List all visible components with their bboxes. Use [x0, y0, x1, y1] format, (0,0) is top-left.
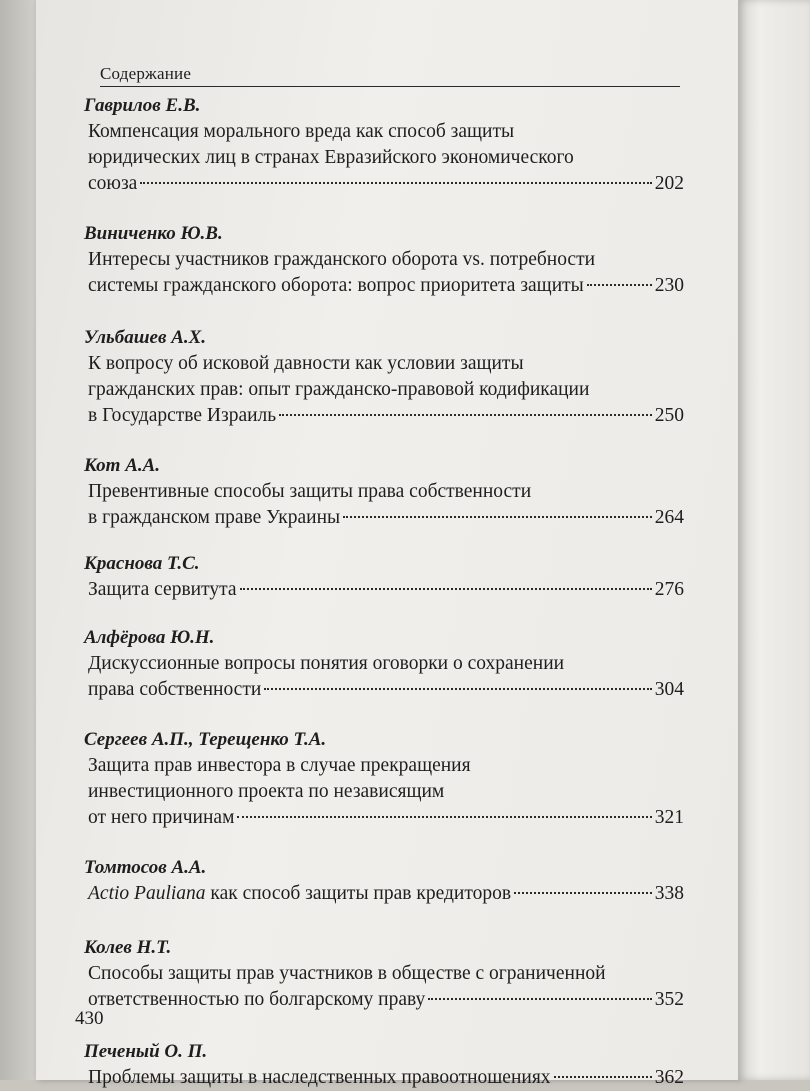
entry-author: Виниченко Ю.В. [84, 223, 223, 244]
entry-title-last-line [84, 403, 684, 429]
page-ref: 276 [654, 579, 684, 600]
entry-title-text: системы гражданского оборота: вопрос приоритета защиты [88, 275, 584, 296]
entry-title-line: Способы защиты прав участников в обществе с ограниченной [88, 963, 606, 984]
entry-title-line: Превентивные способы защиты права собственности [88, 481, 532, 502]
background-left [0, 0, 40, 1080]
entry-title-last-line [84, 987, 684, 1013]
leader-dots [587, 283, 652, 286]
leader-dots [279, 413, 652, 416]
page-ref: 338 [654, 883, 684, 904]
entry-title-line: Защита прав инвестора в случае прекращения [88, 755, 471, 776]
page-number: 430 [75, 1008, 104, 1029]
entry-author: Колев Н.Т. [84, 937, 172, 958]
entry-title-rest: как способ защиты прав кредиторов [205, 883, 512, 904]
entry-title-last-line [84, 805, 684, 831]
leader-dots [240, 587, 652, 590]
entry-title-line: инвестиционного проекта по независящим [88, 781, 445, 802]
toc-entry[interactable] [84, 325, 684, 429]
toc-entry[interactable] [84, 625, 684, 703]
toc-entry[interactable] [84, 551, 684, 603]
entry-title-last-line [84, 273, 684, 299]
entry-title-text: ответственностью по болгарскому праву [88, 989, 426, 1010]
entry-title-text: в гражданском праве Украины [88, 507, 341, 528]
leader-dots [237, 815, 651, 818]
entry-author: Гаврилов Е.В. [84, 95, 201, 116]
entry-title-last-line [84, 881, 684, 907]
entry-title-text: в Государстве Израиль [88, 405, 277, 426]
leader-dots [140, 181, 651, 184]
entry-title-text: Защита сервитута [88, 579, 237, 600]
entry-title-last-line [84, 577, 684, 603]
entry-title-text: права собственности [88, 679, 262, 700]
toc-entry[interactable] [84, 93, 684, 197]
leader-dots [514, 891, 652, 894]
entry-title-text: от него причинам [88, 807, 235, 828]
toc-entry[interactable] [84, 453, 684, 531]
page-ref: 352 [654, 989, 684, 1010]
entry-author: Кот А.А. [84, 455, 161, 476]
entry-author: Краснова Т.С. [84, 553, 200, 574]
header-title: Содержание [100, 64, 192, 83]
leader-dots [554, 1075, 652, 1078]
entry-title-line: Интересы участников гражданского оборота vs. потребности [88, 249, 596, 270]
page-ref: 230 [654, 275, 684, 296]
running-header [100, 64, 680, 87]
toc-entry[interactable] [84, 727, 684, 831]
toc-entry[interactable] [84, 855, 684, 907]
entry-title-last-line [84, 171, 684, 197]
toc-entry[interactable] [84, 935, 684, 1013]
leader-dots [264, 687, 651, 690]
entry-author: Печеный О. П. [84, 1041, 208, 1062]
page-ref: 304 [654, 679, 684, 700]
entry-title-last-line [84, 677, 684, 703]
entry-title-line: Дискуссионные вопросы понятия оговорки о сохранении [88, 653, 565, 674]
leader-dots [343, 515, 652, 518]
page-ref: 202 [654, 173, 684, 194]
entry-title-text [88, 881, 511, 907]
entry-title-last-line [84, 505, 684, 531]
entry-title-line: юридических лиц в странах Евразийского экономического [88, 147, 574, 168]
next-page-edge [738, 0, 810, 1080]
toc-entry[interactable] [84, 221, 684, 299]
page-ref: 250 [654, 405, 684, 426]
entry-title-line: Компенсация морального вреда как способ защиты [88, 121, 515, 142]
entry-title-text: союза [88, 173, 138, 194]
entry-title-line: гражданских прав: опыт гражданско-правовой кодификации [88, 379, 590, 400]
entry-author: Томтосов А.А. [84, 857, 207, 878]
entry-author: Сергеев А.П., Терещенко Т.А. [84, 729, 327, 750]
entry-title-last-line [84, 1065, 684, 1091]
page-ref: 321 [654, 807, 684, 828]
entry-title-text: Проблемы защиты в наследственных правоотношениях [88, 1067, 551, 1088]
table-of-contents [84, 93, 684, 1091]
entry-title-line: К вопросу об исковой давности как условии защиты [88, 353, 524, 374]
entry-author: Алфёрова Ю.Н. [84, 627, 215, 648]
entry-title-italic: Actio Pauliana [88, 883, 206, 904]
entry-author: Ульбашев А.Х. [84, 327, 207, 348]
leader-dots [428, 997, 651, 1000]
toc-entry[interactable] [84, 1039, 684, 1091]
page-ref: 264 [654, 507, 684, 528]
page-ref: 362 [654, 1067, 684, 1088]
